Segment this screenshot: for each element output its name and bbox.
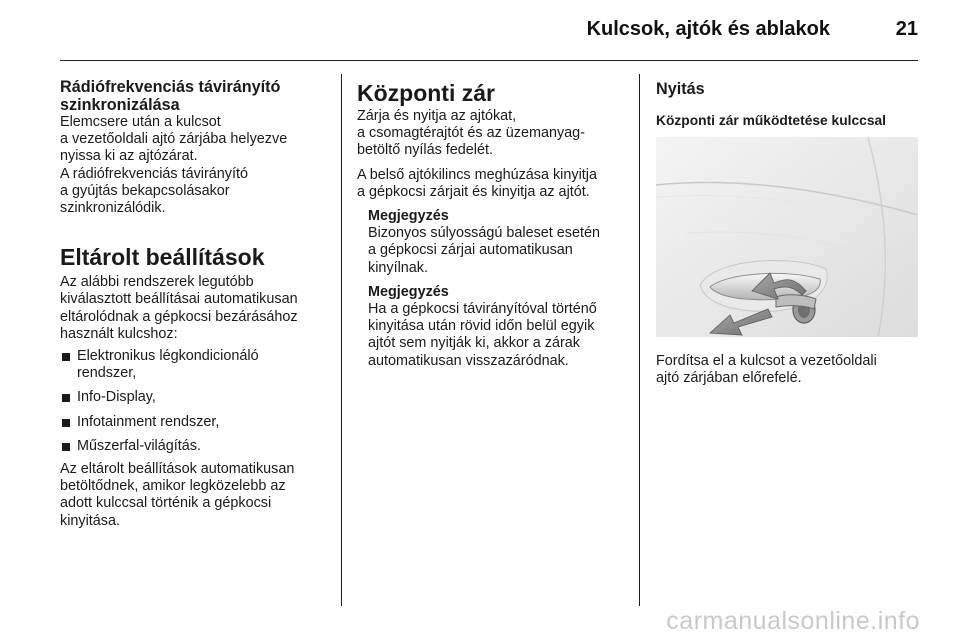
note-label: Megjegyzés (368, 208, 449, 225)
section-heading-sync (60, 78, 328, 114)
stored-settings-list (60, 348, 328, 455)
list-item: Műszerfal-világítás. (60, 438, 328, 455)
column-3 (656, 78, 918, 387)
note-label: Megjegyzés (368, 283, 449, 300)
watermark-text: carmanualsonline.info (666, 607, 920, 635)
section-heading-central-lock: Központi zár (357, 80, 495, 106)
header-rule (60, 60, 918, 61)
note-text: Ha a gépkocsi távirányítóval történő kinyitása után rövid időn belül egyik ajtót sem nyitják ki, akkor a zárak automatikusan visszazáródnak. (368, 301, 597, 369)
section-heading-line: szinkronizálása (60, 96, 180, 114)
column-divider-right (639, 74, 640, 606)
section-heading-line: Rádiófrekvenciás távirányító (60, 78, 281, 96)
note-text: Bizonyos súlyosságú baleset esetén a gépkocsi zárjai automatikusan kinyílnak. (368, 225, 600, 276)
section-heading-opening: Nyitás (656, 80, 705, 98)
column-divider-left (341, 74, 342, 606)
column-2 (357, 78, 629, 370)
list-item: Infotainment rendszer, (60, 414, 328, 431)
note-block (357, 284, 629, 370)
list-item: Elektronikus légkondicionáló rendszer, (60, 348, 328, 382)
door-lock-key-illustration (656, 137, 918, 337)
stored-settings-intro: Az alábbi rendszerek legutóbb kiválasztott beállításai automatikusan eltárolódnak a gépkocsi bezárásához használt kulcshoz: (60, 274, 298, 342)
section-heading-stored-settings: Eltárolt beállítások (60, 244, 265, 271)
central-lock-paragraph: Zárja és nyitja az ajtókat, a csomagtérajtót és az üzemanyag- betöltő nyílás fedelét. (357, 108, 585, 159)
subheading-key-operation: Központi zár működtetése kulccsal (656, 113, 887, 128)
note-block (357, 208, 629, 277)
page-number: 21 (895, 18, 918, 40)
illustration-caption: Fordítsa el a kulcsot a vezetőoldali ajtó zárjában előrefelé. (656, 353, 877, 387)
sync-paragraph: Elemcsere után a kulcsot a vezetőoldali ajtó zárjába helyezve nyissa ki az ajtózárat. A rádiófrekvenciás távirányító a gyújtás bekapcsolásakor szinkronizálódik. (60, 114, 288, 217)
column-1 (60, 78, 328, 530)
list-item: Info-Display, (60, 389, 328, 406)
inner-handle-paragraph: A belső ajtókilincs meghúzása kinyitja a gépkocsi zárjait és kinyitja az ajtót. (357, 166, 597, 200)
page-header-title: Kulcsok, ajtók és ablakok (586, 18, 830, 40)
stored-settings-outro: Az eltárolt beállítások automatikusan betöltődnek, amikor legközelebb az adott kulccsal történik a gépkocsi kinyitása. (60, 461, 295, 529)
